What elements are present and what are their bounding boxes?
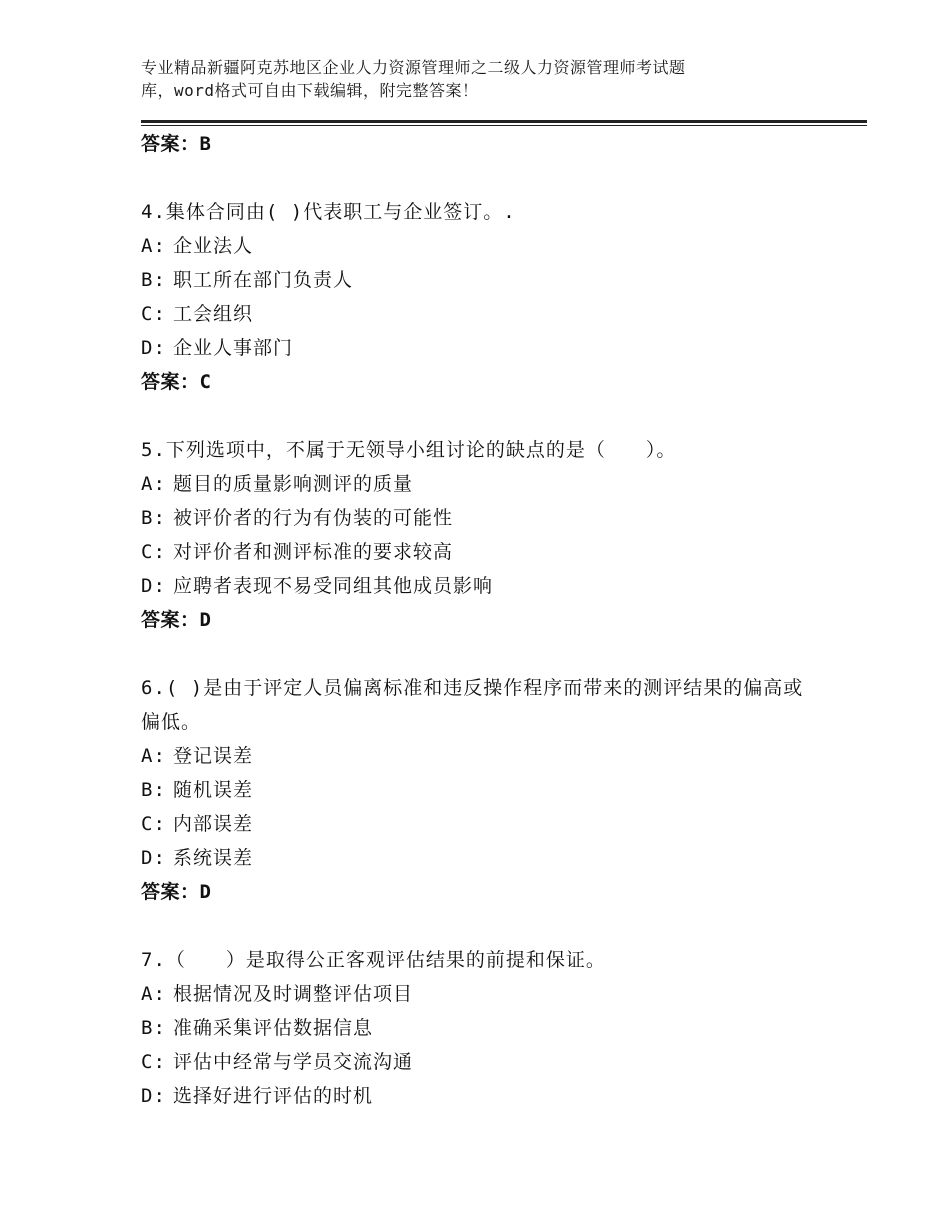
question-block-5 <box>141 433 821 637</box>
answer-line: 答案：D <box>141 881 212 903</box>
option-c <box>141 297 821 331</box>
option-text: 内部误差 <box>173 813 254 835</box>
question-block-4 <box>141 195 821 399</box>
option-b <box>141 773 821 807</box>
question-block-7 <box>141 943 821 1113</box>
answer-line: 答案：C <box>141 371 212 393</box>
option-text: 选择好进行评估的时机 <box>173 1085 374 1107</box>
option-text: 准确采集评估数据信息 <box>173 1017 374 1039</box>
option-text: 根据情况及时调整评估项目 <box>173 983 414 1005</box>
option-letter: D: <box>141 575 166 597</box>
option-a <box>141 739 821 773</box>
option-b <box>141 1011 821 1045</box>
option-text: 职工所在部门负责人 <box>173 269 354 291</box>
header-rule-thin <box>141 125 867 126</box>
option-letter: C: <box>141 1051 166 1073</box>
option-text: 被评价者的行为有伪装的可能性 <box>173 507 454 529</box>
option-letter: C: <box>141 303 166 325</box>
option-text: 随机误差 <box>173 779 254 801</box>
option-letter: D: <box>141 847 166 869</box>
header-rule-thick <box>141 120 867 123</box>
document-body <box>141 127 821 1113</box>
page-header <box>141 56 781 102</box>
header-line-1: 专业精品新疆阿克苏地区企业人力资源管理师之二级人力资源管理师考试题 <box>141 58 686 77</box>
option-d <box>141 841 821 875</box>
option-letter: A: <box>141 983 166 1005</box>
option-letter: C: <box>141 541 166 563</box>
option-b <box>141 501 821 535</box>
option-letter: A: <box>141 473 166 495</box>
option-letter: D: <box>141 1085 166 1107</box>
option-a <box>141 229 821 263</box>
option-letter: A: <box>141 235 166 257</box>
option-text: 企业法人 <box>173 235 254 257</box>
option-letter: B: <box>141 1017 166 1039</box>
question-text: 5.下列选项中，不属于无领导小组讨论的缺点的是（ ）。 <box>141 439 677 461</box>
option-letter: B: <box>141 269 166 291</box>
option-c <box>141 807 821 841</box>
option-c <box>141 535 821 569</box>
option-letter: A: <box>141 745 166 767</box>
option-text: 对评价者和测评标准的要求较高 <box>173 541 454 563</box>
option-letter: B: <box>141 507 166 529</box>
answer-line: 答案：B <box>141 133 212 155</box>
question-text: 4.集体合同由( )代表职工与企业签订。. <box>141 201 516 223</box>
option-letter: B: <box>141 779 166 801</box>
option-a <box>141 977 821 1011</box>
option-d <box>141 569 821 603</box>
option-text: 题目的质量影响测评的质量 <box>173 473 414 495</box>
option-text: 企业人事部门 <box>173 337 294 359</box>
option-d <box>141 1079 821 1113</box>
question-block-6 <box>141 671 821 909</box>
option-text: 系统误差 <box>173 847 254 869</box>
option-letter: C: <box>141 813 166 835</box>
question-text: 7.（ ）是取得公正客观评估结果的前提和保证。 <box>141 949 606 971</box>
header-line-2: 库，word格式可自由下载编辑，附完整答案！ <box>141 81 479 100</box>
option-text: 登记误差 <box>173 745 254 767</box>
option-a <box>141 467 821 501</box>
option-text: 应聘者表现不易受同组其他成员影响 <box>173 575 494 597</box>
option-b <box>141 263 821 297</box>
option-d <box>141 331 821 365</box>
option-letter: D: <box>141 337 166 359</box>
option-c <box>141 1045 821 1079</box>
option-text: 评估中经常与学员交流沟通 <box>173 1051 414 1073</box>
question-text: 6.( )是由于评定人员偏离标准和违反操作程序而带来的测评结果的偏高或偏低。 <box>141 677 804 733</box>
answer-line: 答案：D <box>141 609 212 631</box>
option-text: 工会组织 <box>173 303 254 325</box>
